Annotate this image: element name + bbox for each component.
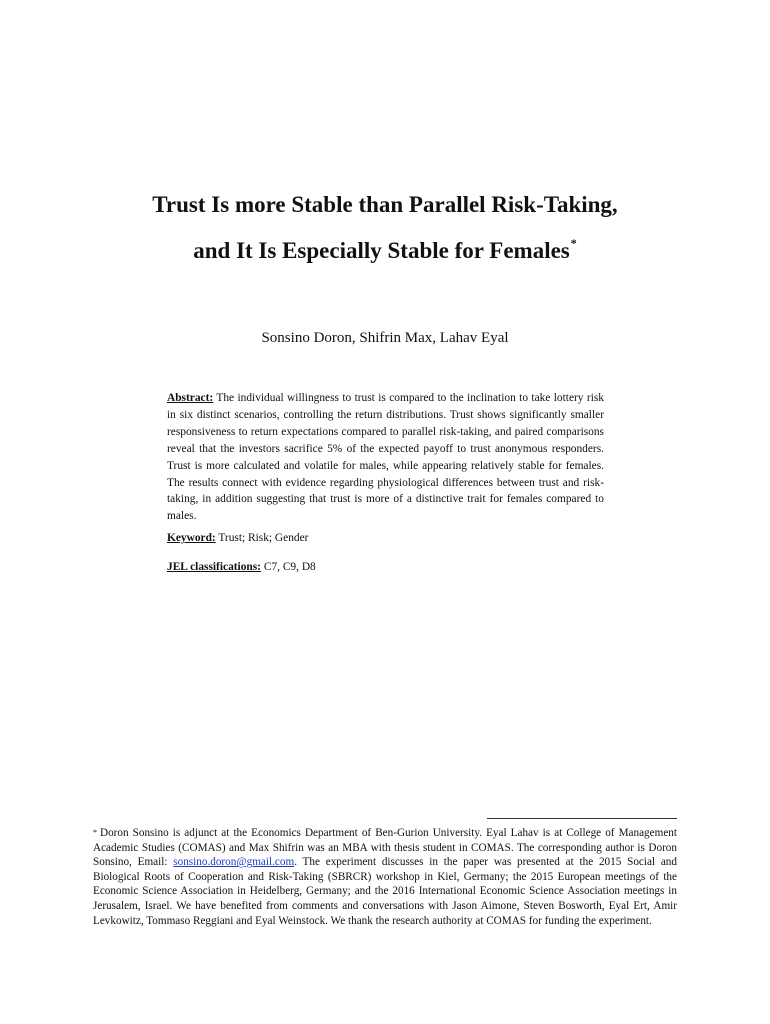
title-footnote-mark: * [570, 236, 577, 250]
abstract-text: The individual willingness to trust is compared to the inclination to take lottery risk in six distinct scenarios, controlling the return distributions. Trust shows significantly smaller responsiveness to return expectations compared to parallel risk-taking, and paired comparisons reveal that the investors sacrifice 5% of the expected payoff to trust anonymous responders. Trust is more calculated and volatile for males, while appearing relatively stable for females. The results connect with evidence regarding physiological differences between trust and risk-taking, in addition suggesting that trust is more of a distinctive trait for females compared to males. [167, 392, 604, 523]
abstract-label: Abstract: [167, 392, 214, 404]
abstract-paragraph [167, 390, 604, 525]
corresponding-email-link[interactable]: sonsino.doron@gmail.com [173, 856, 295, 869]
author-list: Sonsino Doron, Shifrin Max, Lahav Eyal [261, 330, 509, 346]
paper-title-line-1 [0, 193, 770, 216]
title-text-line-1: Trust Is more Stable than Parallel Risk-Taking, [152, 192, 618, 217]
footnote-paragraph [93, 826, 677, 928]
keywords-line [167, 533, 308, 544]
footnote-divider [487, 818, 677, 819]
keywords-value: Trust; Risk; Gender [218, 532, 309, 544]
footnote-mark: * [93, 828, 97, 837]
keywords-label: Keyword: [167, 532, 216, 544]
footnote-text-before-email: Doron Sonsino is adjunct at the Economics Department of Ben-Gurion University. Eyal Lahav is at College of Management Academic Studies (COMAS) and Max Shifrin was an MBA with thesis student in COMAS. The corresponding author is Doron Sonsino, Email: [93, 827, 677, 869]
jel-value: C7, C9, D8 [263, 561, 316, 573]
jel-classifications-line [167, 562, 316, 573]
footnote-text-after-email: . The experiment discusses in the paper was presented at the 2015 Social and Biological Roots of Cooperation and Risk-Taking (SBRCR) workshop in Kiel, Germany; the 2015 European meetings of the Economic Science Association in Heidelberg, Germany; and the 2016 International Economic Science Association meetings in Jerusalem, Israel. We have benefited from comments and conversations with Jason Aimone, Steven Bosworth, Eyal Ert, Amir Levkowitz, Tommaso Reggiani and Eyal Weinstock. We thank the research authority at COMAS for funding the experiment. [93, 856, 677, 927]
paper-title-line-2 [0, 236, 770, 263]
title-text-line-2: and It Is Especially Stable for Females [193, 238, 570, 263]
jel-label: JEL classifications: [167, 561, 261, 573]
